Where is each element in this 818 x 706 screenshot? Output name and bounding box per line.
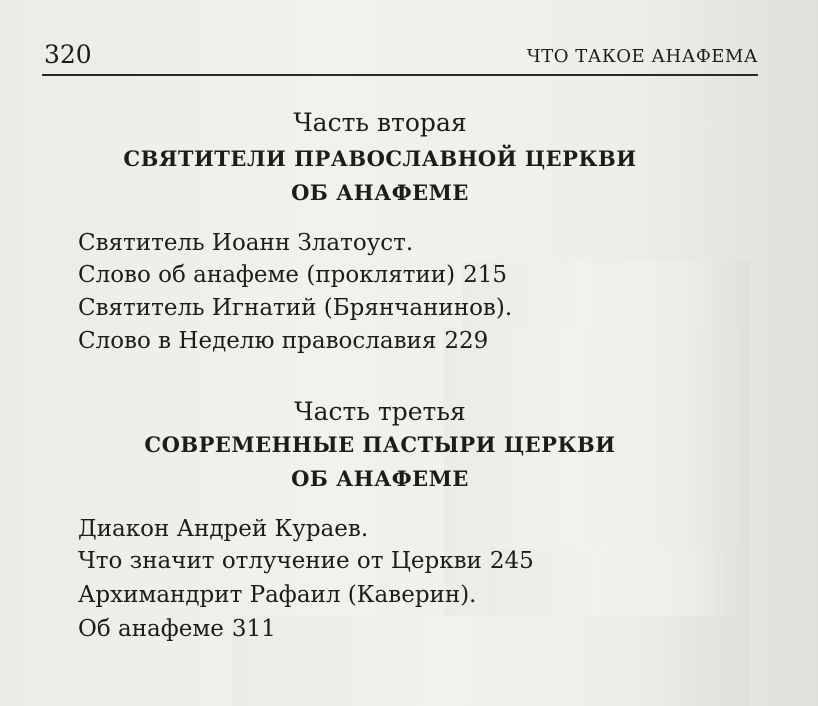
part-three-title-line2: ОБ АНАФЕМЕ xyxy=(291,466,469,491)
page-header xyxy=(42,40,758,74)
toc-entry-title: Что значит отлучение от Церкви xyxy=(78,548,482,574)
toc-entry[interactable] xyxy=(78,548,750,580)
toc-author: Святитель Иоанн Златоуст. xyxy=(78,230,414,256)
header-rule xyxy=(42,74,758,76)
toc-entry-page: 229 xyxy=(444,328,750,706)
toc-entry-page: 245 xyxy=(490,548,750,706)
part-two-title-line1: СВЯТИТЕЛИ ПРАВОСЛАВНОЙ ЦЕРКВИ xyxy=(123,146,637,171)
toc-author: Диакон Андрей Кураев. xyxy=(78,516,369,542)
toc-entry[interactable] xyxy=(78,328,750,360)
page-number: 320 xyxy=(44,40,92,69)
toc-author: Святитель Игнатий (Брянчанинов). xyxy=(78,295,513,321)
toc-entry-title: Слово в Неделю православия xyxy=(78,328,437,354)
toc-entry-title: Об анафеме xyxy=(78,616,224,642)
toc-author: Архимандрит Рафаил (Каверин). xyxy=(78,582,477,608)
part-two-title-line2: ОБ АНАФЕМЕ xyxy=(291,180,469,205)
toc-entry[interactable] xyxy=(78,616,750,648)
toc-entry-title: Слово об анафеме (проклятии) xyxy=(78,262,456,288)
part-three-title-line1: СОВРЕМЕННЫЕ ПАСТЫРИ ЦЕРКВИ xyxy=(144,432,616,457)
toc-entry-page: 311 xyxy=(232,616,750,706)
toc-entry[interactable] xyxy=(78,262,750,294)
part-three-label: Часть третья xyxy=(294,397,466,426)
part-two-label: Часть вторая xyxy=(293,108,467,137)
running-title: ЧТО ТАКОЕ АНАФЕМА xyxy=(526,46,758,67)
toc-entry-page: 215 xyxy=(463,262,750,706)
